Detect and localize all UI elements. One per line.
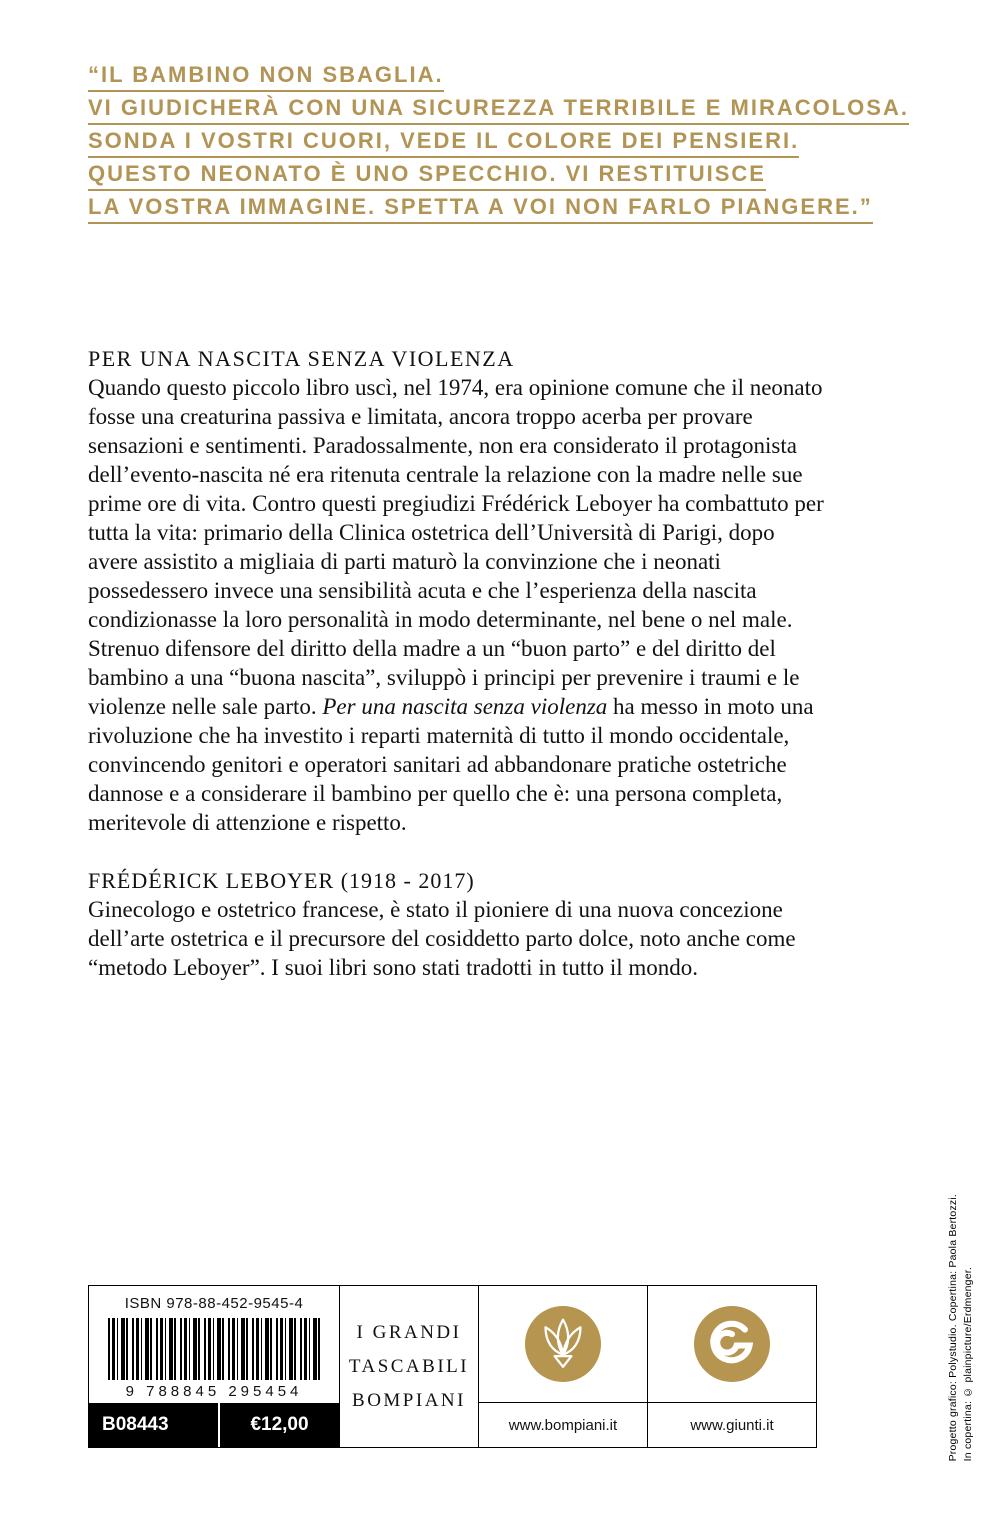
- bompiani-cell: [478, 1285, 648, 1448]
- giunti-url: www.giunti.it: [648, 1402, 816, 1447]
- credit-cover-photo: In copertina: © plainpicture/Erdmenger.: [962, 1266, 974, 1461]
- bompiani-url: www.bompiani.it: [479, 1402, 647, 1447]
- barcode-digits: 9 788845 295454: [125, 1383, 303, 1400]
- edition-code: B08443: [102, 1414, 169, 1435]
- quote-line-3: SONDA I VOSTRI CUORI, VEDE IL COLORE DEI PENSIERI.: [88, 130, 799, 158]
- isbn-number: ISBN 978-88-452-9545-4: [124, 1295, 304, 1312]
- isbn-cell: [88, 1285, 340, 1448]
- footer-info-strip: [88, 1285, 817, 1448]
- price-bar: [89, 1403, 339, 1447]
- book-description: [88, 373, 828, 837]
- giunti-logo-icon: [648, 1286, 816, 1402]
- description-column: [88, 344, 828, 982]
- book-title-heading: PER UNA NASCITA SENZA VIOLENZA: [88, 346, 515, 371]
- quote-line-2: VI GIUDICHERÀ CON UNA SICUREZZA TERRIBILE E MIRACOLOSA.: [88, 97, 909, 125]
- quote-line-1: “IL BAMBINO NON SBAGLIA.: [88, 64, 444, 92]
- barcode: [108, 1318, 320, 1380]
- description-text: Quando questo piccolo libro uscì, nel 1974, era opinione comune che il neonato fosse una creaturina passiva e limitata, ancora troppo acerba per provare sensazioni e sentimenti. Paradossalmente, non era considerato il protagonista dell’evento-nascita né era ritenuta centrale la relazione con la madre nelle sue prime ore di vita. Contro questi pregiudizi Frédérick Leboyer ha combattuto per tutta la vita: primario della Clinica ostetrica dell’Università di Parigi, dopo avere assistito a migliaia di parti maturò la convinzione che i neonati possedessero invece una sensibilità acuta e che l’esperienza della nascita condizionasse la loro personalità in modo determinante, nel bene o nel male. Strenuo difensore del diritto della madre a un “buon parto” e del diritto del bambino a una “buona nascita”, sviluppò i principi per prevenire i traumi e le violenze nelle sale parto.: [88, 375, 824, 719]
- price: €12,00: [250, 1414, 309, 1435]
- isbn-area: [89, 1286, 339, 1403]
- series-cell: [339, 1285, 479, 1448]
- author-bio: Ginecologo e ostetrico francese, è stato il pioniere di una nuova concezione dell’arte ostetrica e il precursore del cosiddetto parto dolce, noto anche come “metodo Leboyer”. I suoi libri sono stati tradotti in tutto il mondo.: [88, 897, 796, 980]
- series-line-2: TASCABILI: [348, 1355, 470, 1377]
- author-years: (1918 - 2017): [334, 868, 475, 893]
- giunti-cell: [647, 1285, 817, 1448]
- series-line-1: I GRANDI: [356, 1321, 462, 1343]
- description-text-cont: ha messo in moto una rivoluzione che ha investito i reparti maternità di tutto il mondo occidentale, convincendo genitori e operatori sanitari ad abbandonare pratiche ostetriche dannose e a considerare il bambino per quello che è: una persona completa, meritevole di attenzione e rispetto.: [88, 694, 814, 835]
- quote-line-4: QUESTO NEONATO È UNO SPECCHIO. VI RESTITUISCE: [88, 163, 766, 191]
- author-name-heading: [88, 866, 828, 895]
- series-line-3: BOMPIANI: [352, 1389, 466, 1411]
- credit-graphic-design: Progetto grafico: Polystudio. Copertina: Paola Bertozzi.: [947, 1193, 959, 1461]
- book-title-italic: Per una nascita senza violenza: [322, 694, 608, 719]
- cover-quote: [88, 64, 909, 229]
- author-name: FRÉDÉRICK LEBOYER: [88, 868, 335, 893]
- bompiani-logo-icon: [479, 1286, 647, 1402]
- quote-line-5: LA VOSTRA IMMAGINE. SPETTA A VOI NON FARLO PIANGERE.”: [88, 196, 873, 224]
